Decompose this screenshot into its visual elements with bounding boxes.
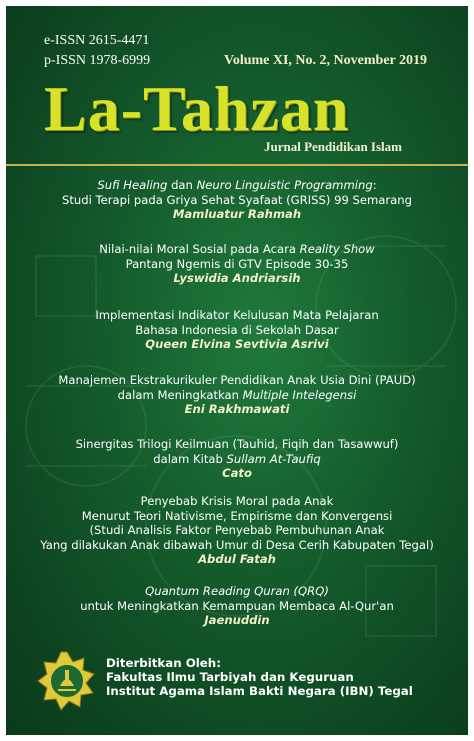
article-7: [6, 584, 468, 628]
article-5-subtitle: dalam Kitab Sullam At-Taufiq: [153, 451, 321, 466]
article-1: [6, 178, 468, 222]
article-6-author: Abdul Fatah: [198, 552, 276, 566]
article-2-subtitle: Pantang Ngemis di GTV Episode 30-35: [125, 256, 349, 271]
article-5-author: Cato: [222, 466, 252, 480]
article-1-author: Mamluatur Rahmah: [172, 207, 302, 221]
article-1-subtitle: Studi Terapi pada Griya Sehat Syafaat (GRISS) 99 Semarang: [62, 192, 412, 207]
divider-line: [6, 164, 468, 166]
article-6-line4: Yang dilakukan Anak dibawah Umur di Desa Cerih Kabupaten Tegal): [40, 537, 434, 552]
journal-title: La-Tahzan: [44, 73, 350, 144]
article-5: [6, 437, 468, 481]
article-3-author: Queen Elvina Sevtivia Asrivi: [145, 337, 329, 351]
publisher-institute: Institut Agama Islam Bakti Negara (IBN) Tegal: [106, 684, 413, 698]
article-5-title: Sinergitas Trilogi Keilmuan (Tauhid, Fiqih dan Tasawwuf): [75, 437, 399, 451]
article-6: [6, 494, 468, 567]
article-2-title: Nilai-nilai Moral Sosial pada Acara Reality Show: [99, 242, 375, 256]
article-3: [6, 308, 468, 352]
journal-cover: [6, 6, 468, 735]
article-2-author: Lyswidia Andriarsih: [173, 271, 301, 285]
article-4-author: Eni Rakhmawati: [184, 402, 290, 416]
article-2: [6, 242, 468, 286]
article-4: [6, 373, 468, 417]
article-7-title: Quantum Reading Quran (QRQ): [145, 584, 329, 598]
article-1-title: Sufi Healing dan Neuro Linguistic Programming:: [97, 178, 377, 192]
article-3-subtitle: Bahasa Indonesia di Sekolah Dasar: [135, 322, 339, 337]
volume-info: Volume XI, No. 2, November 2019: [224, 53, 427, 68]
article-7-author: Jaenuddin: [204, 613, 270, 627]
journal-subtitle: Jurnal Pendidikan Islam: [264, 139, 402, 154]
institution-logo-icon: [36, 650, 98, 712]
article-4-subtitle: dalam Meningkatkan Multiple Intelegensi: [117, 387, 357, 402]
publisher-label: Diterbitkan Oleh:: [106, 656, 221, 670]
publisher-info: [106, 656, 413, 698]
e-issn: e-ISSN 2615-4471: [44, 33, 150, 48]
article-7-subtitle: untuk Meningkatkan Kemampuan Membaca Al-Qur'an: [80, 598, 394, 613]
article-6-title: Penyebab Krisis Moral pada Anak: [140, 494, 334, 508]
article-4-title: Manajemen Ekstrakurikuler Pendidikan Anak Usia Dini (PAUD): [58, 373, 416, 387]
publisher-faculty: Fakultas Ilmu Tarbiyah dan Keguruan: [106, 670, 354, 684]
article-6-line2: Menurut Teori Nativisme, Empirisme dan Konvergensi: [81, 508, 393, 523]
article-6-line3: (Studi Analisis Faktor Penyebab Pembuhunan Anak: [89, 523, 385, 537]
article-3-title: Implementasi Indikator Kelulusan Mata Pelajaran: [95, 308, 379, 322]
p-issn: p-ISSN 1978-6999: [44, 53, 151, 68]
publisher-footer: [6, 640, 468, 735]
